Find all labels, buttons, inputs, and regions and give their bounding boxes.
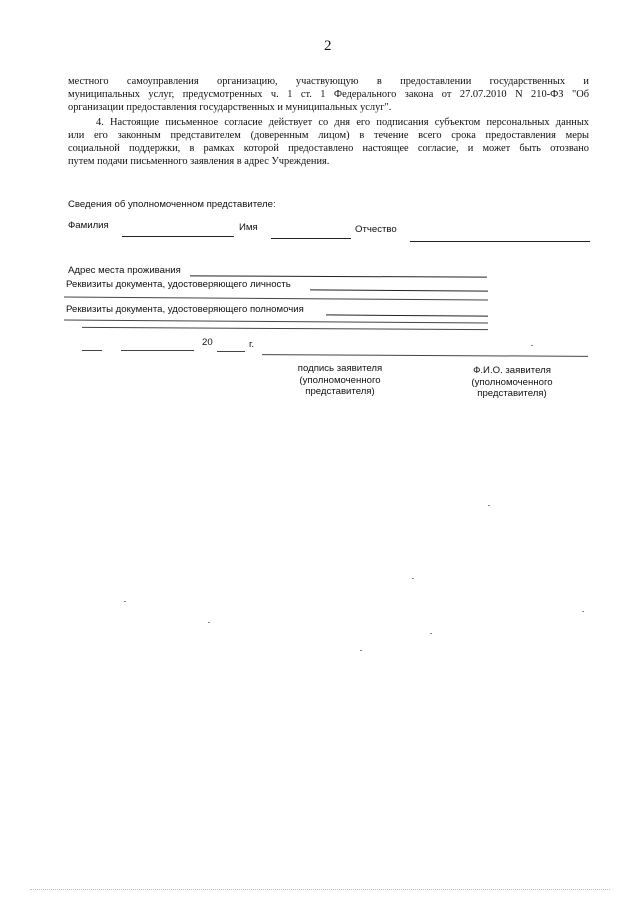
patronymic-field-line[interactable] <box>410 241 590 242</box>
scan-speck <box>582 611 584 612</box>
signature-line[interactable] <box>262 354 588 357</box>
signature-caption-line-3: представителя) <box>305 386 375 397</box>
page-number: 2 <box>324 38 332 54</box>
body-line-3: организации предоставления государственных и муниципальных услуг". <box>68 102 392 113</box>
address-field-line[interactable] <box>190 275 487 277</box>
address-label: Адрес места проживания <box>68 265 181 276</box>
identity-document-field-line[interactable] <box>310 289 488 291</box>
authority-document-extra-line-2[interactable] <box>82 327 488 330</box>
authority-document-label: Реквизиты документа, удостоверяющего полномочия <box>66 304 304 315</box>
date-month-line[interactable] <box>121 350 194 351</box>
body-line-1: местного самоуправления организацию, участвующую в предоставлении государственных и <box>68 76 589 87</box>
date-day-line[interactable] <box>82 350 102 351</box>
signature-caption-line-2: (уполномоченного <box>299 374 381 386</box>
scan-speck <box>124 601 126 602</box>
fio-caption <box>460 365 564 400</box>
scan-speck <box>208 622 210 623</box>
body-line-2: муниципальных услуг, предусмотренных ч. 1 ст. 1 Федерального закона от 27.07.2010 N 210-ФЗ "Об <box>68 89 589 100</box>
scan-speck <box>360 650 362 651</box>
signature-caption <box>290 363 390 398</box>
signature-caption-line-1: подпись заявителя <box>297 363 383 374</box>
paragraph-4-line-2: или его законным представителем (доверенным лицом) в течение всего срока предоставления меры <box>68 130 589 141</box>
patronymic-label: Отчество <box>355 224 397 235</box>
scan-speck <box>531 345 533 346</box>
scan-speck <box>412 578 414 579</box>
date-year-line[interactable] <box>217 351 245 352</box>
scan-speck <box>488 505 490 506</box>
paragraph-4-line-3: социальной поддержки, в рамках которой предоставлено настоящее согласие, и может быть отозвано <box>68 143 589 154</box>
fio-caption-line-2: (уполномоченного <box>471 376 553 388</box>
scan-speck <box>430 633 432 634</box>
identity-document-label: Реквизиты документа, удостоверяющего личность <box>66 279 291 290</box>
surname-field-line[interactable] <box>122 236 234 237</box>
authority-document-extra-line[interactable] <box>64 320 488 324</box>
representative-section-title: Сведения об уполномоченном представителе: <box>68 199 276 210</box>
fio-caption-line-3: представителя) <box>477 388 547 399</box>
identity-document-extra-line[interactable] <box>64 297 488 301</box>
fio-caption-line-1: Ф.И.О. заявителя <box>473 365 551 376</box>
name-field-line[interactable] <box>271 238 351 239</box>
authority-document-field-line[interactable] <box>326 314 488 316</box>
paragraph-4-line-4: путем подачи письменного заявления в адрес Учреждения. <box>68 156 330 167</box>
scan-noise-bottom <box>30 889 610 892</box>
year-suffix: г. <box>249 339 254 350</box>
surname-label: Фамилия <box>68 220 109 231</box>
name-label: Имя <box>239 222 258 233</box>
paragraph-4-line-1: 4. Настоящие письменное согласие действует со дня его подписания субъектом персональных данных <box>96 117 589 128</box>
year-prefix: 20 <box>202 337 213 348</box>
